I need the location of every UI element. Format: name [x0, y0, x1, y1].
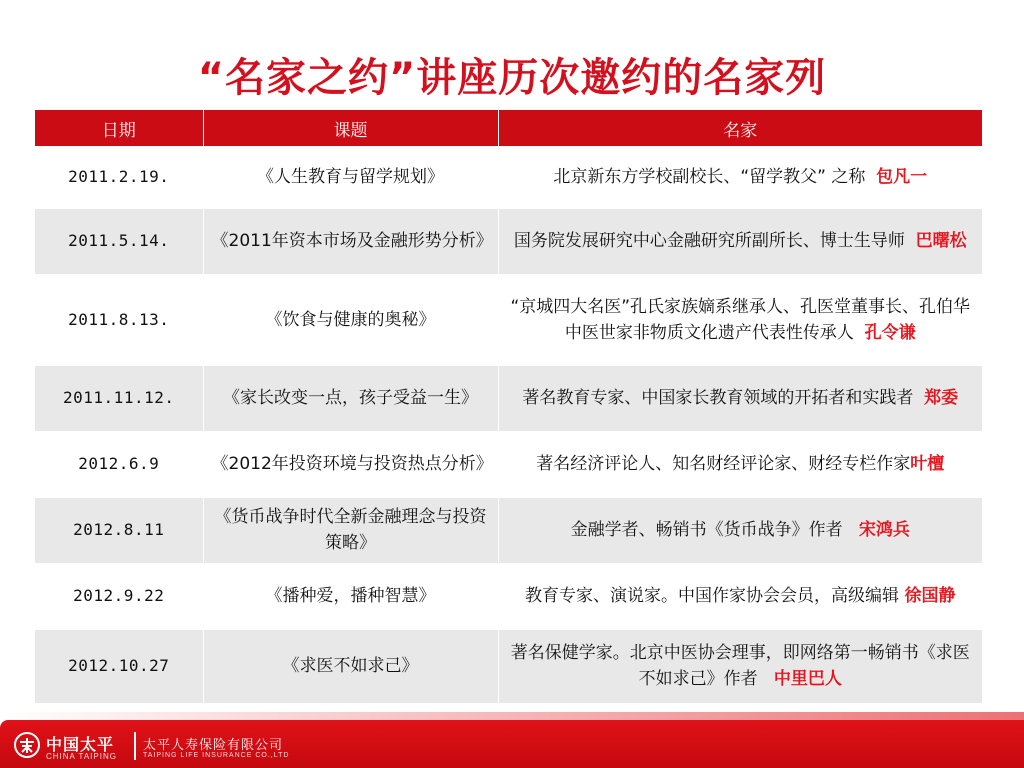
cell-speaker: [498, 563, 982, 629]
table-row: [35, 365, 982, 431]
table-row: [35, 146, 982, 208]
cell-date: 2012.6.9: [35, 431, 203, 497]
cell-topic: 《饮食与健康的奥秘》: [203, 274, 498, 365]
cell-date: 2011.11.12.: [35, 365, 203, 431]
speaker-name: 宋鸿兵: [858, 520, 910, 540]
table-row: [35, 563, 982, 629]
speaker-name: 郑委: [924, 388, 959, 408]
cell-speaker: [498, 146, 982, 208]
table-row: [35, 431, 982, 497]
table-header-row: [35, 110, 982, 146]
speaker-description: 国务院发展研究中心金融研究所副所长、博士生导师: [513, 231, 905, 251]
table-row: [35, 497, 982, 563]
cell-speaker: [498, 365, 982, 431]
speaker-description: 金融学者、畅销书《货币战争》作者: [570, 520, 843, 540]
taiping-logo-icon: [14, 732, 40, 758]
cell-speaker: [498, 208, 982, 274]
cell-speaker: [498, 274, 982, 365]
speaker-description: 著名经济评论人、知名财经评论家、财经专栏作家: [536, 454, 911, 474]
footer-brand-en: CHINA TAIPING: [46, 752, 117, 761]
speakers-table: [35, 110, 982, 704]
cell-date: 2012.8.11: [35, 497, 203, 563]
footer-divider: [134, 732, 136, 760]
page-title: “名家之约”讲座历次邀约的名家列: [197, 55, 827, 101]
speaker-description: 北京新东方学校副校长、“留学教父” 之称: [553, 166, 866, 187]
speaker-name: 巴曙松: [915, 231, 967, 251]
cell-topic: 《人生教育与留学规划》: [203, 146, 498, 208]
header-date: 日期: [35, 110, 203, 146]
cell-date: 2012.9.22: [35, 563, 203, 629]
table-row: [35, 629, 982, 703]
cell-topic: 《播种爱，播种智慧》: [203, 563, 498, 629]
speaker-name: 徐国静: [904, 586, 956, 606]
table-row: [35, 208, 982, 274]
speaker-description: 著名保健学家。北京中医协会理事，即网络第一畅销书《求医不如求己》作者: [510, 643, 970, 689]
footer-company-en: TAIPING LIFE INSURANCE CO.,LTD: [143, 752, 290, 759]
table-row: [35, 274, 982, 365]
cell-speaker: [498, 497, 982, 563]
footer-bar: [0, 712, 1024, 768]
header-speaker: 名家: [498, 110, 982, 146]
footer-company: 太平人寿保险有限公司: [143, 738, 284, 753]
speaker-name: 叶檀: [910, 454, 945, 474]
cell-date: 2011.2.19.: [35, 146, 203, 208]
cell-topic: 《家长改变一点，孩子受益一生》: [203, 365, 498, 431]
cell-speaker: [498, 431, 982, 497]
cell-date: 2011.5.14.: [35, 208, 203, 274]
cell-topic: 《2012年投资环境与投资热点分析》: [203, 431, 498, 497]
speaker-name: 中里巴人: [773, 669, 842, 689]
header-topic: 课题: [203, 110, 498, 146]
footer-brand: 中国太平: [46, 735, 115, 754]
cell-topic: 《求医不如求己》: [203, 629, 498, 703]
speaker-description: 教育专家、演说家。中国作家协会会员，高级编辑: [525, 586, 900, 606]
cell-date: 2011.8.13.: [35, 274, 203, 365]
speaker-name: 包凡一: [876, 166, 928, 187]
cell-topic: 《2011年资本市场及金融形势分析》: [203, 208, 498, 274]
speaker-description: “京城四大名医”孔氏家族嫡系继承人、孔医堂董事长、孔伯华中医世家非物质文化遗产代表性传承人: [510, 296, 971, 343]
cell-topic: 《货币战争时代全新金融理念与投资策略》: [203, 497, 498, 563]
cell-date: 2012.10.27: [35, 629, 203, 703]
speaker-name: 孔令谦: [864, 322, 916, 343]
speaker-description: 著名教育专家、中国家长教育领域的开拓者和实践者: [522, 388, 914, 408]
cell-speaker: [498, 629, 982, 703]
